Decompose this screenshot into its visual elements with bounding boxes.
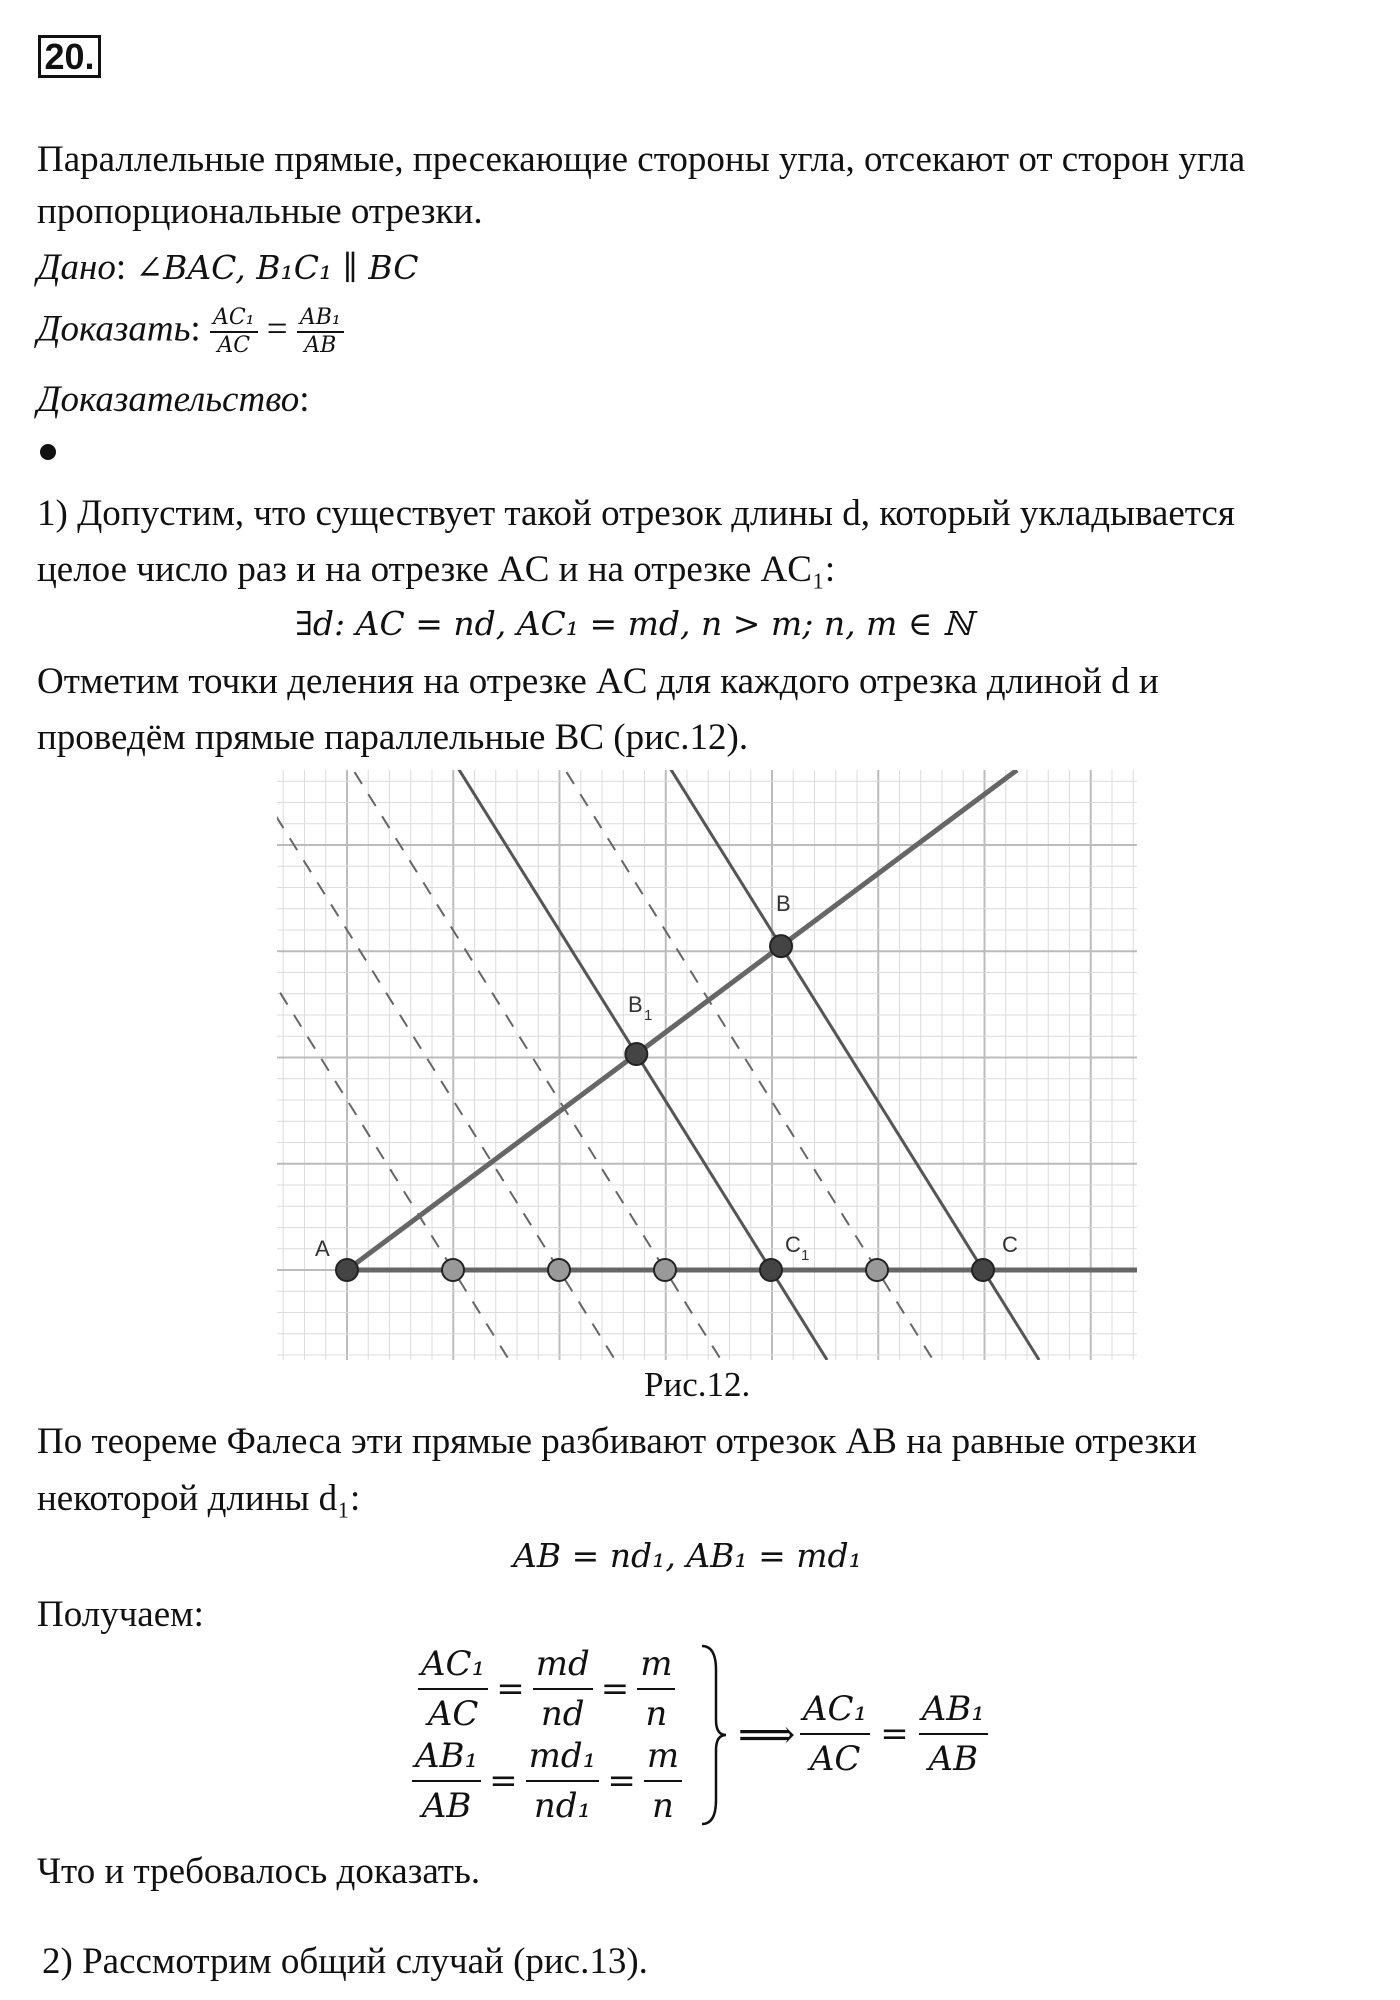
proof-colon: : <box>299 379 310 420</box>
proof-label: Доказательство <box>37 379 300 420</box>
result-left-den: AC <box>809 1739 861 1779</box>
prove-left-denominator: AC <box>217 333 251 358</box>
statement-line-2: пропорциональные отрезки. <box>37 191 483 232</box>
result-eq: = <box>880 1714 909 1754</box>
prove-right-numerator: AB₁ <box>297 305 344 333</box>
label-b1-sub: 1 <box>644 1007 653 1024</box>
point-c1 <box>760 1259 782 1281</box>
row1-frac-3-num: m <box>637 1640 675 1690</box>
thales-line-2: некоторой длины d₁: <box>37 1478 361 1519</box>
point-a <box>336 1259 358 1281</box>
qed-line: Что и требовалось доказать. <box>37 1851 481 1892</box>
row2-frac-3-num: m <box>644 1732 682 1782</box>
bullet-icon <box>40 444 56 460</box>
prove-line <box>37 305 344 359</box>
row1-frac-1 <box>418 1640 488 1738</box>
prove-label: Доказать <box>37 308 191 350</box>
row1-eq-2: = <box>600 1669 630 1709</box>
problem-number: 20. <box>38 35 101 78</box>
step1-line-3: Отметим точки деления на отрезке AC для каждого отрезка длиной d и <box>37 661 1159 702</box>
row1-frac-1-num: AC₁ <box>418 1640 488 1690</box>
row1-eq-1: = <box>496 1669 525 1709</box>
result-right-num: AB₁ <box>919 1685 988 1735</box>
label-b: B <box>776 891 791 916</box>
row1-frac-2 <box>533 1640 593 1738</box>
implies-icon: ⟹ <box>738 1712 796 1758</box>
label-c1: C <box>785 1232 801 1257</box>
obtain-line: Получаем: <box>37 1594 204 1635</box>
result-frac-left <box>800 1685 870 1783</box>
row1-frac-1-den: AC <box>427 1694 479 1734</box>
result-right-den: AB <box>928 1739 979 1779</box>
given-line <box>37 246 419 290</box>
system-row-2 <box>412 1732 682 1830</box>
given-colon: : <box>115 247 127 288</box>
step1-formula: ∃d: AC = nd, AC₁ = md, n > m; n, m ∈ ℕ <box>295 604 973 643</box>
proof-line <box>37 378 310 422</box>
prove-left-numerator: AC₁ <box>210 305 258 333</box>
row2-frac-3 <box>644 1732 682 1830</box>
row1-frac-2-num: md <box>533 1640 593 1690</box>
figure-12 <box>277 770 1137 1360</box>
row2-frac-1-num: AB₁ <box>412 1732 481 1782</box>
step1-line-1: 1) Допустим, что существует такой отрезок длины d, который укладывается <box>37 493 1235 534</box>
prove-colon: : <box>190 308 201 350</box>
label-c: C <box>1002 1232 1018 1257</box>
point-c <box>972 1259 994 1281</box>
point-b <box>770 935 792 957</box>
label-c1-sub: 1 <box>801 1247 810 1264</box>
prove-right-denominator: AB <box>304 333 337 358</box>
row2-frac-2-den: nd₁ <box>533 1786 592 1826</box>
step1-line-4: проведём прямые параллельные BC (рис.12). <box>37 717 749 758</box>
row2-frac-3-den: n <box>651 1786 674 1826</box>
row2-frac-2 <box>526 1732 600 1830</box>
point-division <box>654 1259 676 1281</box>
label-b1: B <box>628 992 643 1017</box>
step1-line-2: целое число раз и на отрезке AC и на отрезке AC₁: <box>37 549 836 590</box>
given-expression: ∠BAC, B₁C₁ ∥ BC <box>135 248 419 287</box>
right-brace-icon <box>698 1640 728 1830</box>
point-division <box>548 1259 570 1281</box>
row2-eq-1: = <box>489 1761 518 1801</box>
prove-equals: = <box>266 308 288 350</box>
point-division <box>442 1259 464 1281</box>
prove-fraction-right <box>297 305 344 359</box>
thales-formula: AB = nd₁, AB₁ = md₁ <box>513 1536 862 1575</box>
system-block <box>415 1640 1018 1830</box>
row1-frac-2-den: nd <box>540 1694 585 1734</box>
statement-line-1: Параллельные прямые, пресекающие стороны угла, отсекают от сторон угла <box>37 139 1246 180</box>
point-division <box>866 1259 888 1281</box>
figure-caption: Рис.12. <box>644 1365 751 1404</box>
result-frac-right <box>919 1685 988 1783</box>
row1-frac-3-den: n <box>645 1694 668 1734</box>
step2-line-1: 2) Рассмотрим общий случай (рис.13). <box>42 1941 648 1982</box>
row2-frac-1-den: AB <box>421 1786 472 1826</box>
label-a: A <box>315 1236 330 1261</box>
result-left-num: AC₁ <box>800 1685 870 1735</box>
prove-fraction-left <box>210 305 258 359</box>
point-b1 <box>625 1043 647 1065</box>
given-label: Дано <box>37 247 116 288</box>
row1-frac-3 <box>637 1640 675 1738</box>
system-row-1 <box>418 1640 675 1738</box>
thales-line-1: По теореме Фалеса эти прямые разбивают отрезок AB на равные отрезки <box>37 1421 1197 1462</box>
row2-frac-1 <box>412 1732 481 1830</box>
row2-frac-2-num: md₁ <box>526 1732 600 1782</box>
row2-eq-2: = <box>607 1761 636 1801</box>
result-equation <box>800 1685 988 1783</box>
